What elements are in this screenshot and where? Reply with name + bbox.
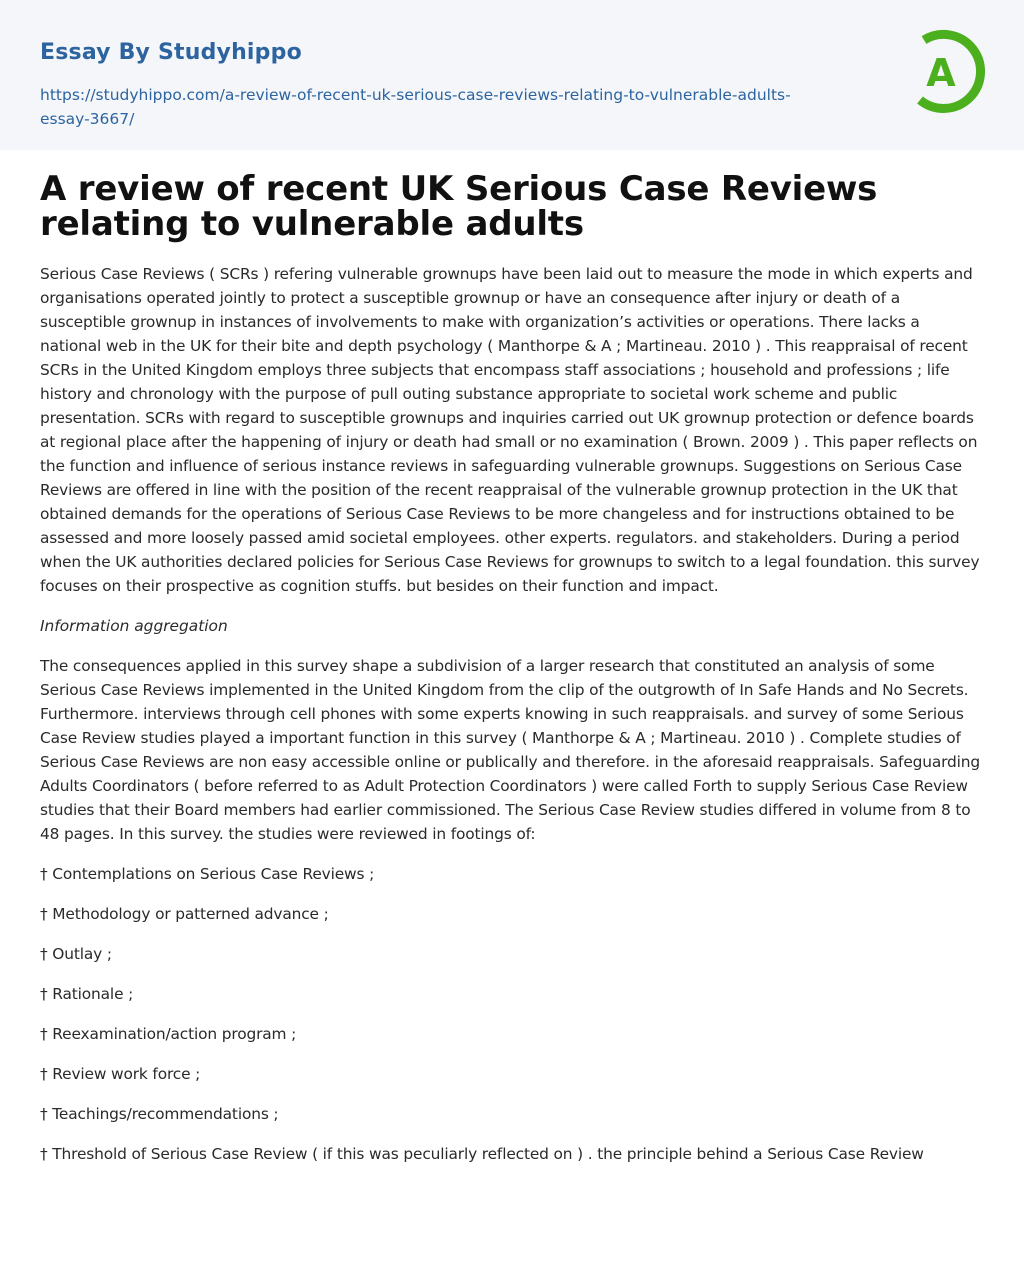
studyhippo-logo-icon[interactable]: [908, 28, 988, 116]
site-header: [0, 0, 1024, 150]
essay-url-link[interactable]: https://studyhippo.com/a-review-of-recent-uk-serious-case-reviews-relating-to-vulnerable-adults-essay-3667/: [40, 86, 791, 128]
list-item: † Outlay ;: [40, 945, 112, 963]
list-item: † Rationale ;: [40, 985, 134, 1003]
list-item: † Review work force ;: [40, 1065, 201, 1083]
article-body: [0, 150, 1024, 1166]
list-item: † Threshold of Serious Case Review ( if this was peculiarly reflected on ) . the principle behind a Serious Case Review: [40, 1145, 924, 1163]
list-item: † Reexamination/action program ;: [40, 1025, 297, 1043]
section-subheading: Information aggregation: [40, 617, 228, 635]
paragraph-data-collection: The consequences applied in this survey shape a subdivision of a larger research that constituted an analysis of some Serious Case Reviews implemented in the United Kingdom from the clip of the outgrowth of In Safe Hands and No Secrets. Furthermore. interviews through cell phones with some experts knowing in such reappraisals. and survey of some Serious Case Review studies played a important function in this survey ( Manthorpe & A ; Martineau. 2010 ) . Complete studies of Serious Case Reviews are non easy accessible online or publically and therefore. in the aforesaid reappraisals. Safeguarding Adults Coordinators ( before referred to as Adult Protection Coordinators ) were called Forth to supply Serious Case Review studies that their Board members had earlier commissioned. The Serious Case Review studies differed in volume from 8 to 48 pages. In this survey. the studies were reviewed in footings of:: [40, 657, 981, 843]
paragraph-intro: Serious Case Reviews ( SCRs ) refering vulnerable grownups have been laid out to measure the mode in which experts and organisations operated jointly to protect a susceptible grownup or have an consequence after injury or death of a susceptible grownup in instances of involvements to make with organization’s activities or operations. There lacks a national web in the UK for their bite and depth psychology ( Manthorpe & A ; Martineau. 2010 ) . This reappraisal of recent SCRs in the United Kingdom employs three subjects that encompass staff associations ; household and professions ; life history and chronology with the purpose of pull outing substance appropriate to societal work scheme and public presentation. SCRs with regard to susceptible grownups and inquiries carried out UK grownup protection or defence boards at regional place after the happening of injury or death had small or no examination ( Brown. 2009 ) . This paper reflects on the function and influence of serious instance reviews in safeguarding vulnerable grownups. Suggestions on Serious Case Reviews are offered in line with the position of the recent reappraisal of the vulnerable grownup protection in the UK that obtained demands for the operations of Serious Case Reviews to be more changeless and for instructions obtained to be assessed and more loosely passed amid societal employees. other experts. regulators. and stakeholders. During a period when the UK authorities declared policies for Serious Case Reviews for grownups to switch to a legal foundation. this survey focuses on their prospective as cognition stuffs. but besides on their function and impact.: [40, 265, 980, 595]
list-item: † Methodology or patterned advance ;: [40, 905, 329, 923]
bullet-list: [40, 862, 984, 1166]
list-item: † Teachings/recommendations ;: [40, 1105, 279, 1123]
list-item: † Contemplations on Serious Case Reviews ;: [40, 865, 375, 883]
site-brand[interactable]: Essay By Studyhippo: [40, 40, 302, 65]
logo-letter: A: [926, 51, 956, 95]
article-title: A review of recent UK Serious Case Reviews relating to vulnerable adults: [40, 169, 878, 244]
